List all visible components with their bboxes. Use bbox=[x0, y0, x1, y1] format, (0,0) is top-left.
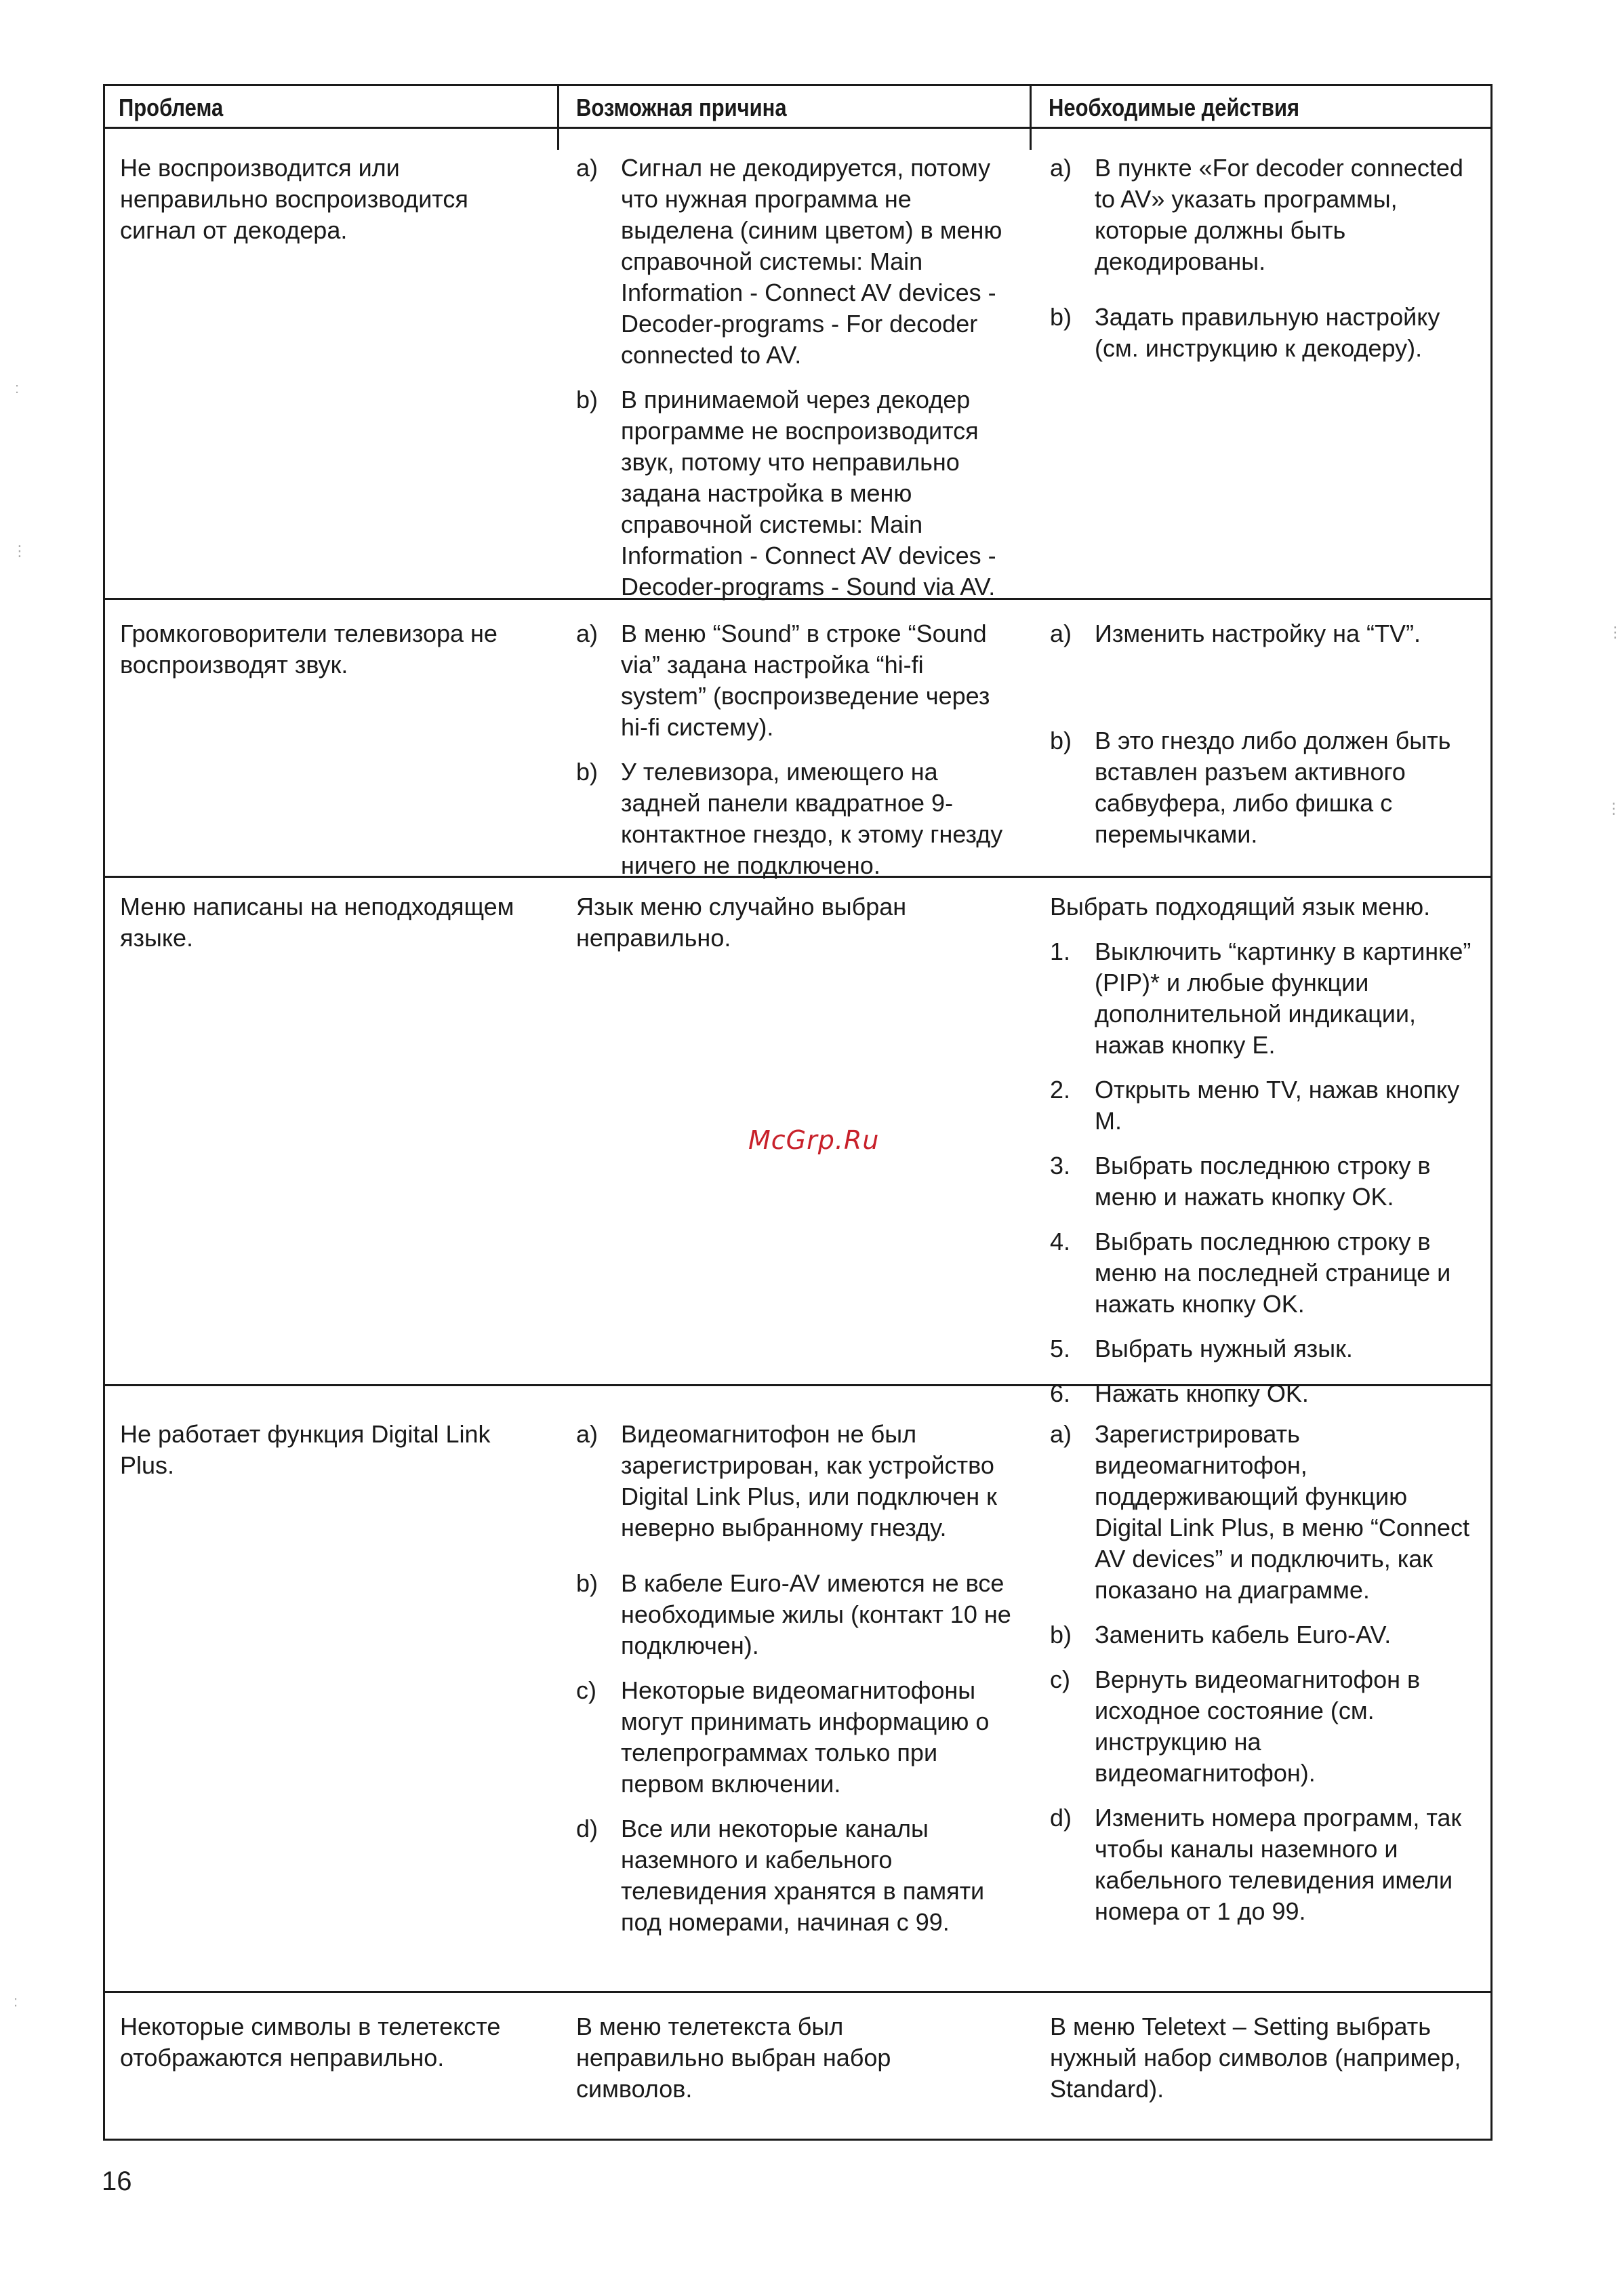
item-marker: b) bbox=[576, 1569, 598, 1597]
scan-speck: : bbox=[15, 380, 20, 397]
list-item bbox=[1050, 1074, 1481, 1137]
item-marker: a) bbox=[1050, 620, 1072, 647]
list-item bbox=[576, 1419, 1015, 1543]
row3-actions bbox=[1050, 891, 1481, 1409]
action-text: В меню Teletext – Setting выбрать нужный набор символов (например, Standard). bbox=[1050, 2013, 1461, 2103]
action-intro: Выбрать подходящий язык меню. bbox=[1050, 893, 1431, 921]
row2-problem bbox=[120, 618, 547, 681]
row-divider bbox=[105, 1991, 1490, 1993]
list-item bbox=[1050, 153, 1481, 277]
scan-speck: ⋮ bbox=[1606, 800, 1621, 817]
item-marker: b) bbox=[1050, 303, 1072, 331]
problem-text: Некоторые символы в телетексте отображаются неправильно. bbox=[120, 2013, 501, 2072]
cause-text: В меню телетекста был неправильно выбран набор символов. bbox=[576, 2013, 891, 2103]
problem-text: Меню написаны на неподходящем языке. bbox=[120, 893, 514, 952]
item-text: Сигнал не декодируется, потому что нужная программа не выделена (синим цветом) в меню справочной системы: Main Information - Connect AV devices - Decoder-programs - For decoder connected to AV. bbox=[621, 154, 1002, 369]
item-text: Все или некоторые каналы наземного и кабельного телевидения хранятся в памяти под номерами, начиная с 99. bbox=[621, 1815, 985, 1936]
troubleshooting-table bbox=[103, 84, 1493, 2141]
item-text: Зарегистрировать видеомагнитофон, поддерживающий функцию Digital Link Plus, в меню “Connect AV devices” и подключить, как показано на диаграмме. bbox=[1095, 1420, 1469, 1604]
item-marker: d) bbox=[1050, 1804, 1072, 1832]
item-text: Изменить настройку на “TV”. bbox=[1095, 620, 1421, 647]
list-item bbox=[1050, 1150, 1481, 1213]
item-text: Выбрать последнюю строку в меню и нажать кнопку OK. bbox=[1095, 1152, 1431, 1211]
header-action: Необходимые действия bbox=[1049, 94, 1300, 121]
list-item bbox=[1050, 936, 1481, 1061]
scan-speck: : bbox=[14, 1993, 18, 2010]
list-item bbox=[1050, 1333, 1481, 1365]
list-item bbox=[1050, 1664, 1481, 1789]
item-text: Видеомагнитофон не был зарегистрирован, как устройство Digital Link Plus, или подключен к неверно выбранному гнезду. bbox=[621, 1420, 997, 1541]
item-marker: a) bbox=[1050, 154, 1072, 182]
header-cause: Возможная причина bbox=[576, 94, 787, 121]
item-text: В принимаемой через декодер программе не воспроизводится звук, потому что неправильно задана настройка в меню справочной системы: Main Information - Connect AV devices - Decoder-programs - Sound via AV. bbox=[621, 386, 996, 601]
row3-problem bbox=[120, 891, 547, 954]
item-text: В кабеле Euro-AV имеются не все необходимые жилы (контакт 10 не подключен). bbox=[621, 1569, 1011, 1659]
item-marker: b) bbox=[1050, 1621, 1072, 1649]
item-text: Заменить кабель Euro-AV. bbox=[1095, 1621, 1392, 1649]
item-marker: b) bbox=[1050, 727, 1072, 754]
problem-text: Не работает функция Digital Link Plus. bbox=[120, 1420, 491, 1479]
item-marker: 2. bbox=[1050, 1076, 1071, 1104]
item-text: Выбрать последнюю строку в меню на последней странице и нажать кнопку OK. bbox=[1095, 1228, 1451, 1318]
row4-problem bbox=[120, 1419, 547, 1481]
list-item bbox=[1050, 725, 1481, 850]
item-marker: c) bbox=[576, 1676, 596, 1704]
item-marker: b) bbox=[576, 758, 598, 786]
row5-problem bbox=[120, 2011, 547, 2074]
row-divider bbox=[105, 127, 1490, 129]
watermark: McGrp.Ru bbox=[748, 1125, 880, 1155]
list-item bbox=[576, 618, 1015, 743]
header-problem: Проблема bbox=[119, 94, 224, 121]
row2-causes bbox=[576, 618, 1015, 881]
item-marker: 4. bbox=[1050, 1228, 1071, 1255]
row1-actions bbox=[1050, 153, 1481, 364]
item-text: Изменить номера программ, так чтобы каналы наземного и кабельного телевидения имели номера от 1 до 99. bbox=[1095, 1804, 1462, 1925]
item-marker: 5. bbox=[1050, 1335, 1071, 1362]
item-marker: a) bbox=[576, 620, 598, 647]
list-item bbox=[576, 1568, 1015, 1661]
item-marker: 6. bbox=[1050, 1379, 1071, 1407]
item-marker: c) bbox=[1050, 1665, 1070, 1693]
cause-text: Язык меню случайно выбран неправильно. bbox=[576, 893, 907, 952]
page-number: 16 bbox=[102, 2166, 132, 2196]
list-item bbox=[1050, 1619, 1481, 1651]
item-marker: d) bbox=[576, 1815, 598, 1842]
row4-causes bbox=[576, 1419, 1015, 1938]
row3-cause bbox=[576, 891, 996, 954]
item-text: Вернуть видеомагнитофон в исходное состояние (см. инструкцию на видеомагнитофон). bbox=[1095, 1665, 1421, 1787]
item-text: Задать правильную настройку (см. инструкцию к декодеру). bbox=[1095, 303, 1440, 362]
list-item bbox=[576, 153, 1015, 371]
item-text: Нажать кнопку OK. bbox=[1095, 1379, 1309, 1407]
header-divider bbox=[557, 86, 559, 150]
header-divider bbox=[1030, 86, 1032, 150]
item-text: У телевизора, имеющего на задней панели квадратное 9-контактное гнездо, к этому гнезду ничего не подключено. bbox=[621, 758, 1003, 879]
item-text: Открыть меню TV, нажав кнопку M. bbox=[1095, 1076, 1460, 1135]
item-text: Выключить “картинку в картинке” (PIP)* и любые функции дополнительной индикации, нажав кнопку E. bbox=[1095, 937, 1471, 1059]
scan-speck: ⋮ bbox=[12, 542, 27, 559]
list-item bbox=[1050, 1226, 1481, 1320]
list-item bbox=[1050, 1419, 1481, 1606]
item-marker: b) bbox=[576, 386, 598, 413]
item-text: В пункте «For decoder connected to AV» указать программы, которые должны быть декодированы. bbox=[1095, 154, 1463, 275]
list-item bbox=[576, 1813, 1015, 1938]
list-item bbox=[1050, 618, 1481, 649]
list-item bbox=[1050, 302, 1481, 364]
row5-cause bbox=[576, 2011, 996, 2105]
row5-action bbox=[1050, 2011, 1481, 2105]
row2-actions bbox=[1050, 618, 1481, 850]
item-text: В это гнездо либо должен быть вставлен разъем активного сабвуфера, либо фишка с перемычками. bbox=[1095, 727, 1451, 848]
item-marker: a) bbox=[576, 154, 598, 182]
item-text: Выбрать нужный язык. bbox=[1095, 1335, 1353, 1362]
item-text: В меню “Sound” в строке “Sound via” задана настройка “hi-fi system” (воспроизведение через hi-fi систему). bbox=[621, 620, 990, 741]
row4-actions bbox=[1050, 1419, 1481, 1927]
item-marker: 1. bbox=[1050, 937, 1071, 965]
list-item bbox=[576, 384, 1015, 603]
item-text: Некоторые видеомагнитофоны могут принимать информацию о телепрограммах только при первом включении. bbox=[621, 1676, 990, 1798]
list-item bbox=[1050, 1802, 1481, 1927]
problem-text: Громкоговорители телевизора не воспроизводят звук. bbox=[120, 620, 498, 679]
list-item bbox=[1050, 1378, 1481, 1409]
problem-text: Не воспроизводится или неправильно воспроизводится сигнал от декодера. bbox=[120, 154, 468, 244]
item-marker: 3. bbox=[1050, 1152, 1071, 1179]
item-marker: a) bbox=[576, 1420, 598, 1448]
row1-causes bbox=[576, 153, 1015, 603]
list-item bbox=[576, 756, 1015, 881]
scan-speck: ⋮ bbox=[1608, 624, 1623, 641]
list-item bbox=[576, 1675, 1015, 1800]
row1-problem bbox=[120, 153, 547, 246]
item-marker: a) bbox=[1050, 1420, 1072, 1448]
